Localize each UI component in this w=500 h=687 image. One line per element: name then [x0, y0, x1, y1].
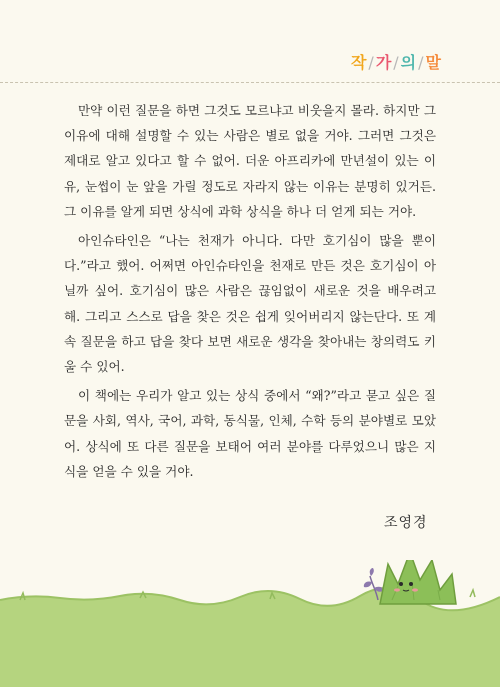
paragraph: 아인슈타인은 “나는 천재가 아니다. 다만 호기심이 많을 뿐이다.”라고 했어. 어쩌면 아인슈타인을 천재로 만든 것은 호기심이 아닐까 싶어. 호기심이 많은 사람은 끊임없이 새로운 것을 배우려고 해. 그리고 스스로 답을 찾은 것은 쉽게 잊어버리지 않는단다. 또 계속 질문을 하고 답을 찾다 보면 새로운 생각을 찾아내는 창의력도 키울 수 있어.	[64, 233, 436, 375]
heading-char: 가	[375, 53, 393, 72]
body-text	[64, 98, 436, 488]
heading-char: 작	[350, 53, 368, 72]
grass-character-illustration	[380, 560, 456, 604]
heading-char: 의	[400, 53, 418, 72]
page-heading	[351, 50, 442, 73]
heading-separator: /	[418, 53, 425, 72]
heading-separator: /	[393, 53, 400, 72]
header-divider	[0, 82, 500, 83]
paragraph: 이 책에는 우리가 알고 있는 상식 중에서 “왜?”라고 묻고 싶은 질문을 사회, 역사, 국어, 과학, 동식물, 인체, 수학 등의 분야별로 모았어. 상식에 또 다른 질문을 보태어 여러 분야를 다루었으니 많은 지식을 얻을 수 있을 거야.	[64, 388, 436, 479]
grass-ground	[0, 560, 500, 687]
paragraph: 만약 이런 질문을 하면 그것도 모르냐고 비웃을지 몰라. 하지만 그 이유에 대해 설명할 수 있는 사람은 별로 없을 거야. 그러면 그것은 제대로 알고 있다고 할 수 없어. 더운 아프리카에 만년설이 있는 이유, 눈썹이 눈 앞을 가릴 정도로 자라지 않는 이유는 분명히 있거든. 그 이유를 알게 되면 상식에 과학 상식을 하나 더 얻게 되는 거야.	[64, 103, 436, 219]
author-signature: 조영경	[384, 515, 428, 531]
heading-char: 말	[425, 53, 442, 72]
heading-separator: /	[368, 53, 375, 72]
